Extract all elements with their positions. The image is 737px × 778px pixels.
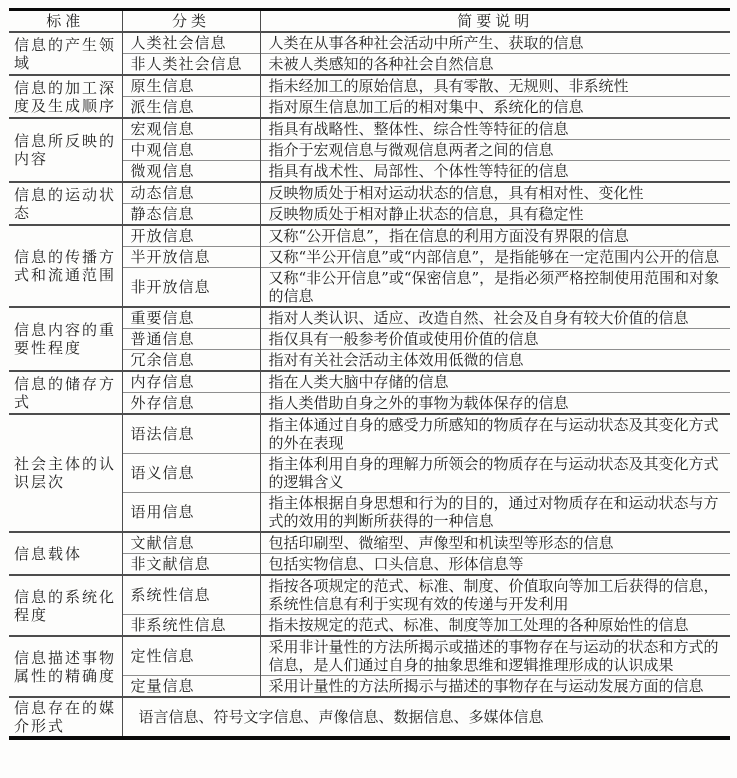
criterion-cell: 信息内容的重要性程度	[9, 307, 122, 371]
criterion-cell: 信息所反映的内容	[9, 118, 122, 182]
category-cell: 半开放信息	[122, 247, 260, 268]
category-cell: 定量信息	[122, 676, 260, 698]
header-row	[9, 10, 730, 33]
description-cell: 指对原生信息加工后的相对集中、系统化的信息	[260, 97, 730, 119]
criterion-cell: 信息的产生领域	[9, 32, 122, 75]
description-cell: 未被人类感知的各种社会自然信息	[260, 54, 730, 76]
category-cell: 派生信息	[122, 97, 260, 119]
column-header-category: 分类	[122, 10, 260, 33]
description-cell: 指对有关社会活动主体效用低微的信息	[260, 350, 730, 372]
category-cell: 系统性信息	[122, 575, 260, 615]
description-cell: 采用计量性的方法所揭示与描述的事物存在与运动发展方面的信息	[260, 676, 730, 698]
table-row	[9, 371, 730, 393]
category-cell: 人类社会信息	[122, 32, 260, 54]
table-row	[9, 414, 730, 454]
description-cell: 指未经加工的原始信息，具有零散、无规则、非系统性	[260, 75, 730, 97]
description-cell: 反映物质处于相对静止状态的信息，具有稳定性	[260, 204, 730, 226]
category-cell: 非人类社会信息	[122, 54, 260, 76]
table-row	[9, 697, 730, 738]
table-row	[9, 118, 730, 140]
category-cell: 定性信息	[122, 636, 260, 676]
category-cell: 外存信息	[122, 393, 260, 415]
category-cell: 中观信息	[122, 140, 260, 161]
description-cell: 指按各项规定的范式、标准、制度、价值取向等加工后获得的信息，系统性信息有利于实现有效的传递与开发利用	[260, 575, 730, 615]
category-cell: 语用信息	[122, 493, 260, 533]
description-cell: 指具有战略性、整体性、综合性等特征的信息	[260, 118, 730, 140]
category-cell: 原生信息	[122, 75, 260, 97]
category-cell: 非文献信息	[122, 554, 260, 576]
category-cell: 语义信息	[122, 454, 260, 493]
table-row	[9, 75, 730, 97]
criterion-cell: 信息存在的媒介形式	[9, 697, 122, 738]
description-cell: 采用非计量性的方法所揭示或描述的事物存在与运动的状态和方式的信息，是人们通过自身的抽象思维和逻辑推理形成的认识成果	[260, 636, 730, 676]
category-cell: 非开放信息	[122, 268, 260, 308]
description-cell: 指主体根据自身思想和行为的目的，通过对物质存在和运动状态与方式的效用的判断所获得的一种信息	[260, 493, 730, 533]
column-header-description: 简要说明	[260, 10, 730, 33]
category-cell: 开放信息	[122, 225, 260, 247]
table-row	[9, 225, 730, 247]
description-cell: 指主体利用自身的理解力所领会的物质存在与运动状态及其变化方式的逻辑含义	[260, 454, 730, 493]
description-cell: 指人类借助自身之外的事物为载体保存的信息	[260, 393, 730, 415]
merged-category-description-cell: 语言信息、符号文字信息、声像信息、数据信息、多媒体信息	[122, 697, 730, 738]
category-cell: 文献信息	[122, 532, 260, 554]
criterion-cell: 信息描述事物属性的精确度	[9, 636, 122, 697]
description-cell: 反映物质处于相对运动状态的信息，具有相对性、变化性	[260, 182, 730, 204]
description-cell: 指未按规定的范式、标准、制度等加工处理的各种原始性的信息	[260, 615, 730, 637]
description-cell: 包括实物信息、口头信息、形体信息等	[260, 554, 730, 576]
description-cell: 指主体通过自身的感受力所感知的物质存在与运动状态及其变化方式的外在表现	[260, 414, 730, 454]
description-cell: 包括印刷型、微缩型、声像型和机读型等形态的信息	[260, 532, 730, 554]
table-row	[9, 32, 730, 54]
description-cell: 指具有战术性、局部性、个体性等特征的信息	[260, 161, 730, 183]
description-cell: 又称“非公开信息”或“保密信息”，是指必须严格控制使用范围和对象的信息	[260, 268, 730, 308]
column-header-criterion: 标准	[9, 10, 122, 33]
description-cell: 又称“公开信息”，指在信息的利用方面没有界限的信息	[260, 225, 730, 247]
description-cell: 指对人类认识、适应、改造自然、社会及自身有较大价值的信息	[260, 307, 730, 329]
criterion-cell: 社会主体的认识层次	[9, 414, 122, 532]
criterion-cell: 信息的运动状态	[9, 182, 122, 225]
criterion-cell: 信息的加工深度及生成顺序	[9, 75, 122, 118]
category-cell: 内存信息	[122, 371, 260, 393]
table-row	[9, 182, 730, 204]
criterion-cell: 信息的储存方式	[9, 371, 122, 414]
criterion-cell: 信息载体	[9, 532, 122, 575]
table-row	[9, 636, 730, 676]
description-cell: 指在人类大脑中存储的信息	[260, 371, 730, 393]
category-cell: 动态信息	[122, 182, 260, 204]
information-classification-table	[9, 8, 730, 740]
description-cell: 指仅具有一般参考价值或使用价值的信息	[260, 329, 730, 350]
category-cell: 静态信息	[122, 204, 260, 226]
description-cell: 人类在从事各种社会活动中所产生、获取的信息	[260, 32, 730, 54]
description-cell: 指介于宏观信息与微观信息两者之间的信息	[260, 140, 730, 161]
category-cell: 微观信息	[122, 161, 260, 183]
table-row	[9, 532, 730, 554]
category-cell: 宏观信息	[122, 118, 260, 140]
category-cell: 非系统性信息	[122, 615, 260, 637]
description-cell: 又称“半公开信息”或“内部信息”，是指能够在一定范围内公开的信息	[260, 247, 730, 268]
category-cell: 重要信息	[122, 307, 260, 329]
category-cell: 语法信息	[122, 414, 260, 454]
criterion-cell: 信息的系统化程度	[9, 575, 122, 636]
category-cell: 普通信息	[122, 329, 260, 350]
criterion-cell: 信息的传播方式和流通范围	[9, 225, 122, 307]
table-row	[9, 575, 730, 615]
category-cell: 冗余信息	[122, 350, 260, 372]
table-row	[9, 307, 730, 329]
